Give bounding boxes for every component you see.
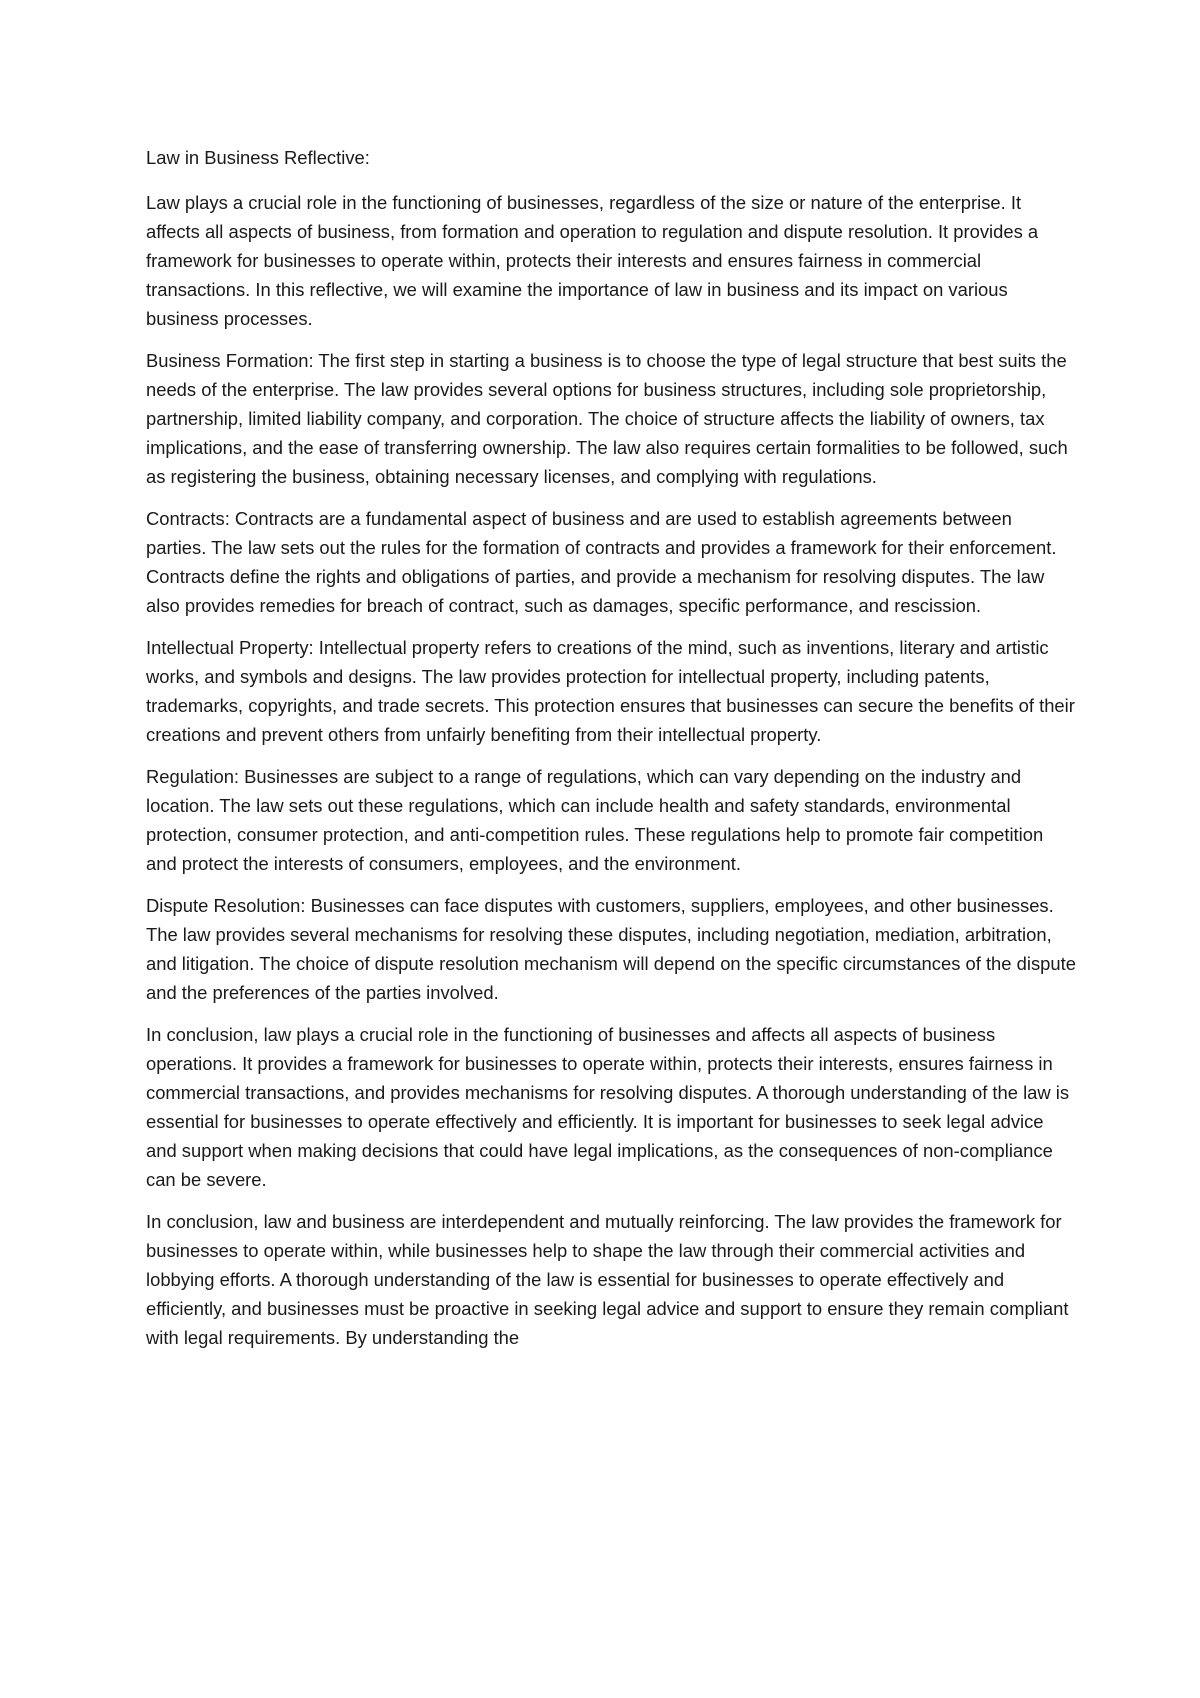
paragraph-dispute-resolution: Dispute Resolution: Businesses can face disputes with customers, suppliers, employees, and other businesses. The law provides several mechanisms for resolving these disputes, including negotiation, mediation, arbitration, and litigation. The choice of dispute resolution mechanism will depend on the specific circumstances of the dispute and the preferences of the parties involved.	[146, 895, 1076, 1003]
paragraph-conclusion-2: In conclusion, law and business are interdependent and mutually reinforcing. The law provides the framework for businesses to operate within, while businesses help to shape the law through their commercial activities and lobbying efforts. A thorough understanding of the law is essential for businesses to operate effectively and efficiently, and businesses must be proactive in seeking legal advice and support to ensure they remain compliant with legal requirements. By understanding the	[146, 1211, 1069, 1348]
paragraph-intellectual-property: Intellectual Property: Intellectual property refers to creations of the mind, such as inventions, literary and artistic works, and symbols and designs. The law provides protection for intellectual property, including patents, trademarks, copyrights, and trade secrets. This protection ensures that businesses can secure the benefits of their creations and prevent others from unfairly benefiting from their intellectual property.	[146, 637, 1075, 745]
document-body	[146, 143, 1076, 1365]
paragraph-contracts: Contracts: Contracts are a fundamental aspect of business and are used to establish agreements between parties. The law sets out the rules for the formation of contracts and provides a framework for their enforcement. Contracts define the rights and obligations of parties, and provide a mechanism for resolving disputes. The law also provides remedies for breach of contract, such as damages, specific performance, and rescission.	[146, 508, 1057, 616]
paragraph-introduction: Law plays a crucial role in the functioning of businesses, regardless of the size or nature of the enterprise. It affects all aspects of business, from formation and operation to regulation and dispute resolution. It provides a framework for businesses to operate within, protects their interests and ensures fairness in commercial transactions. In this reflective, we will examine the importance of law in business and its impact on various business processes.	[146, 192, 1039, 329]
paragraph-conclusion-1: In conclusion, law plays a crucial role in the functioning of businesses and affects all aspects of business operations. It provides a framework for businesses to operate within, protects their interests, ensures fairness in commercial transactions, and provides mechanisms for resolving disputes. A thorough understanding of the law is essential for businesses to operate effectively and efficiently. It is important for businesses to seek legal advice and support when making decisions that could have legal implications, as the consequences of non-compliance can be severe.	[146, 1024, 1070, 1190]
paragraph-regulation: Regulation: Businesses are subject to a range of regulations, which can vary depending on the industry and location. The law sets out these regulations, which can include health and safety standards, environmental protection, consumer protection, and anti-competition rules. These regulations help to promote fair competition and protect the interests of consumers, employees, and the environment.	[146, 766, 1044, 874]
paragraph-business-formation: Business Formation: The first step in starting a business is to choose the type of legal structure that best suits the needs of the enterprise. The law provides several options for business structures, including sole proprietorship, partnership, limited liability company, and corporation. The choice of structure affects the liability of owners, tax implications, and the ease of transferring ownership. The law also requires certain formalities to be followed, such as registering the business, obtaining necessary licenses, and complying with regulations.	[146, 350, 1068, 487]
document-title: Law in Business Reflective:	[146, 147, 370, 168]
